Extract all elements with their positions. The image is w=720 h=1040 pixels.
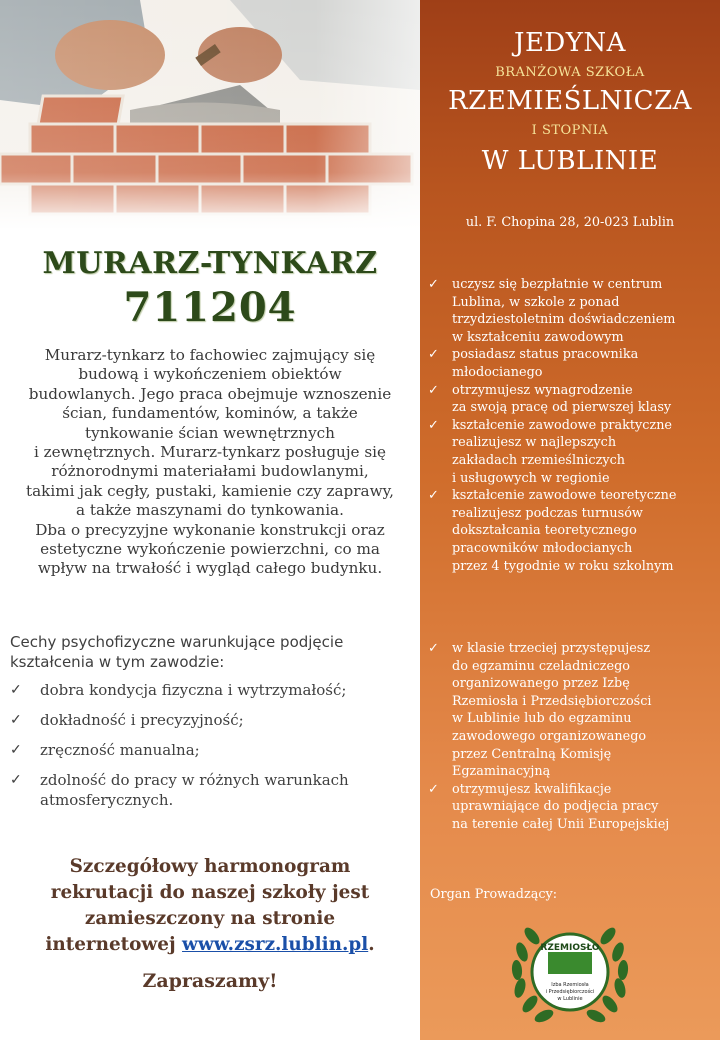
benefits-list-b — [428, 640, 716, 834]
benefit-line: zakładach rzemieślniczych — [452, 452, 625, 468]
school-address: ul. F. Chopina 28, 20-023 Lublin — [465, 215, 675, 230]
checkmark-icon: ✓ — [428, 641, 439, 656]
description-line: i zewnętrznych. Murarz-tynkarz posługuje się — [34, 443, 386, 462]
checkmark-icon: ✓ — [10, 682, 22, 698]
logo-subtext: i Przedsiębiorczości — [545, 989, 595, 995]
benefit-line: zawodowego organizowanego — [452, 728, 647, 744]
benefit-line: organizowanego przez Izbę — [452, 676, 630, 692]
trait-text: dobra kondycja fizyczna i wytrzymałość; — [40, 681, 347, 699]
craft-chamber-logo — [508, 912, 632, 1030]
benefit-line: otrzymujesz kwalifikacje — [452, 781, 612, 797]
logo-subtext: w Lublinie — [557, 996, 583, 1002]
school-name-line3: RZEMIEŚLNICZA — [448, 86, 692, 116]
bricklayer-illustration — [0, 0, 420, 230]
benefits-list-a — [428, 276, 716, 575]
benefit-line: w Lublinie lub do egzaminu — [452, 711, 632, 727]
description-line: wpływ na trwałość i wygląd całego budynku. — [37, 559, 383, 578]
schedule-line: zamieszczony na stronie — [84, 908, 336, 929]
benefit-line: realizujesz w najlepszych — [452, 435, 617, 451]
benefit-line: pracowników młodocianych — [452, 540, 633, 556]
benefit-item — [428, 640, 716, 781]
benefit-line: za swoją pracę od pierwszej klasy — [452, 400, 672, 416]
benefit-line: uprawniające do podjęcia pracy — [452, 799, 659, 815]
benefit-item — [428, 382, 716, 417]
school-website-link[interactable]: www.zsrz.lublin.pl — [182, 934, 369, 955]
benefit-item — [428, 487, 716, 575]
description-line: takimi jak cegły, pustaki, kamienie czy zaprawy, — [26, 481, 394, 500]
school-name-line5: W LUBLINIE — [481, 146, 659, 176]
benefit-line: dokształcania teoretycznego — [452, 523, 637, 539]
checkmark-icon: ✓ — [428, 488, 439, 504]
benefit-line: kształcenie zawodowe praktyczne — [452, 417, 673, 433]
checkmark-icon: ✓ — [10, 712, 22, 728]
school-name-line4: I STOPNIA — [531, 123, 609, 138]
checkmark-icon: ✓ — [428, 417, 439, 433]
checkmark-icon: ✓ — [428, 277, 439, 292]
schedule-prefix: internetowej — [45, 934, 183, 955]
checkmark-icon: ✓ — [428, 781, 439, 797]
traits-intro-line: kształcenia w tym zawodzie: — [10, 653, 225, 671]
school-name-line2: BRANŻOWA SZKOŁA — [495, 65, 645, 80]
description-line: Murarz-tynkarz to fachowiec zajmujący się — [44, 346, 376, 364]
benefit-line: kształcenie zawodowe teoretyczne — [452, 488, 677, 504]
profession-code: 711204 — [123, 284, 297, 331]
logo-subtext: Izba Rzemiosła — [551, 982, 589, 988]
trait-item — [10, 680, 410, 700]
profession-description — [10, 346, 410, 579]
benefit-line: na terenie całej Unii Europejskiej — [452, 816, 670, 832]
traits-intro — [10, 632, 410, 672]
benefit-line: uczysz się bezpłatnie w centrum — [452, 277, 663, 292]
benefit-line: przez Centralną Komisję — [452, 746, 612, 762]
schedule-line: Szczegółowy harmonogram — [69, 856, 351, 877]
trait-text: zręczność manualna; — [40, 741, 200, 759]
description-line: a także maszynami do tynkowania. — [76, 501, 344, 520]
checkmark-icon: ✓ — [428, 382, 439, 398]
description-line: ścian, fundamentów, kominów, a także — [62, 404, 358, 423]
benefit-line: trzydziestoletnim doświadczeniem — [452, 312, 676, 328]
benefit-line: w klasie trzeciej przystępujesz — [452, 641, 651, 656]
logo-ring-text: RZEMIOSŁO — [540, 943, 600, 953]
trait-item — [10, 710, 410, 730]
trait-item — [10, 740, 410, 760]
trait-text: zdolność do pracy w różnych warunkach atmosferycznych. — [40, 771, 349, 809]
benefit-line: otrzymujesz wynagrodzenie — [452, 382, 633, 398]
traits-list — [10, 680, 410, 820]
description-line: budową i wykończeniem obiektów — [78, 365, 342, 384]
benefit-line: młodocianego — [452, 364, 543, 380]
benefit-line: Rzemiosła i Przedsiębiorczości — [452, 693, 652, 709]
recruitment-schedule-note — [10, 854, 410, 958]
benefit-line: przez 4 tygodnie w roku szkolnym — [452, 558, 674, 574]
schedule-line — [10, 932, 410, 958]
benefit-item — [428, 346, 716, 381]
benefit-line: Lublina, w szkole z ponad — [452, 294, 620, 310]
trait-text: dokładność i precyzyjność; — [40, 711, 244, 729]
benefit-item — [428, 417, 716, 487]
logo-emblem — [548, 952, 592, 974]
checkmark-icon: ✓ — [428, 347, 439, 363]
benefit-item — [428, 781, 716, 834]
benefit-line: w kształceniu zawodowym — [452, 329, 624, 345]
traits-intro-line: Cechy psychofizyczne warunkujące podjęcie — [10, 633, 344, 651]
benefit-line: realizujesz podczas turnusów — [452, 505, 643, 521]
benefit-item — [428, 276, 716, 346]
schedule-line: rekrutacji do naszej szkoły jest — [50, 882, 370, 903]
description-line: Dba o precyzyjne wykonanie konstrukcji oraz — [35, 520, 385, 539]
governing-body-label: Organ Prowadzący: — [430, 887, 558, 902]
description-line: różnorodnymi materiałami budowlanymi, — [51, 462, 369, 481]
benefit-line: posiadasz status pracownika — [452, 347, 639, 363]
checkmark-icon: ✓ — [10, 772, 22, 788]
checkmark-icon: ✓ — [10, 742, 22, 758]
description-line: budowlanych. Jego praca obejmuje wznoszenie — [28, 384, 392, 403]
trait-item — [10, 770, 410, 810]
benefit-line: do egzaminu czeladniczego — [452, 658, 630, 674]
benefit-line: i usługowych w regionie — [452, 470, 610, 486]
school-name-line1: JEDYNA — [514, 28, 626, 58]
description-line: tynkowanie ścian wewnętrznych — [85, 423, 335, 442]
benefit-line: Egzaminacyjną — [452, 764, 551, 780]
profession-title: MURARZ-TYNKARZ — [42, 246, 378, 281]
right-column — [420, 0, 720, 1040]
description-line: estetyczne wykończenie powierzchni, co ma — [40, 540, 380, 559]
bricklayer-photo — [0, 0, 420, 230]
schedule-suffix: . — [368, 934, 375, 955]
invite-text: Zapraszamy! — [142, 970, 278, 992]
